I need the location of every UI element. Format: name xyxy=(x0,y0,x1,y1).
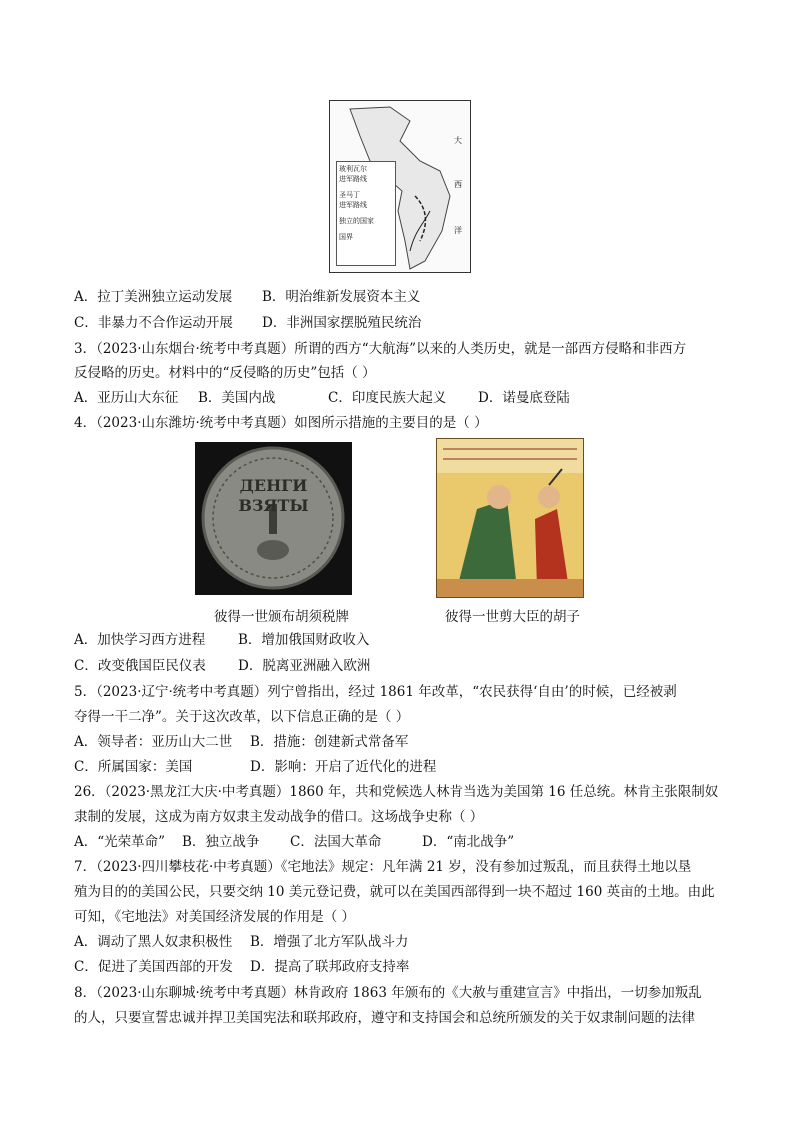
option: A．拉丁美洲独立运动发展 xyxy=(74,289,233,305)
q7-options-row-2 xyxy=(74,957,409,977)
option: D．脱离亚洲融入欧洲 xyxy=(238,658,371,674)
option: A．调动了黑人奴隶积极性 xyxy=(74,934,233,950)
q8-stem-line-1: 8．（2023·山东聊城·统考中考真题）林肯政府 1863 年颁布的《大赦与重建宣言》中指出，一切参加叛乱 xyxy=(74,985,702,1001)
legend-item: 进军路线 xyxy=(339,175,367,183)
coin-graphic xyxy=(195,442,352,595)
option: C．法国大革命 xyxy=(290,834,382,850)
q4-options-row-1 xyxy=(74,630,369,650)
option: C．改变俄国臣民仪表 xyxy=(74,658,206,674)
coin-text-line: ДЕНГИ xyxy=(239,476,308,495)
q5-options-row-2 xyxy=(74,757,436,777)
option: B．措施：创建新式常备军 xyxy=(250,734,409,750)
map-label: 西 xyxy=(454,180,462,189)
caption-right: 彼得一世剪大臣的胡子 xyxy=(445,609,580,625)
q2-options-row-2 xyxy=(74,313,421,333)
option: A．领导者：亚历山大二世 xyxy=(74,734,233,750)
option: A．加快学习西方进程 xyxy=(74,632,206,648)
map-legend xyxy=(336,161,396,266)
latin-america-map xyxy=(329,100,471,273)
map-label: 大 xyxy=(454,136,462,145)
option: A．“光荣革命” xyxy=(74,834,166,850)
option: B．美国内战 xyxy=(198,390,276,406)
beard-cutting-painting xyxy=(436,438,584,598)
q3-stem-line-1: 3．（2023·山东烟台·统考中考真题）所谓的西方“大航海”以来的人类历史，就是一部西方侵略和非西方 xyxy=(74,341,687,357)
q5-stem-line-1: 5．（2023·辽宁·统考中考真题）列宁曾指出，经过 1861 年改革，“农民获得‘自由’的时候，已经被剥 xyxy=(74,684,677,700)
option: B．增强了北方军队战斗力 xyxy=(250,934,409,950)
q7-stem-line-1: 7．（2023·四川攀枝花·中考真题）《宅地法》规定：凡年满 21 岁，没有参加过叛乱，而且获得土地以垦 xyxy=(74,859,692,875)
option: D．提高了联邦政府支持率 xyxy=(250,959,410,975)
option: C．印度民族大起义 xyxy=(328,390,447,406)
option: B．明治维新发展资本主义 xyxy=(262,289,421,305)
q2-options-row-1 xyxy=(74,287,420,307)
option: D．非洲国家摆脱殖民统治 xyxy=(262,315,422,331)
option: C．非暴力不合作运动开展 xyxy=(74,315,233,331)
option: D．诺曼底登陆 xyxy=(478,390,570,406)
q3-options xyxy=(74,388,570,408)
option: B．独立战争 xyxy=(182,834,260,850)
beard-tax-token-image xyxy=(195,442,352,595)
option: B．增加俄国财政收入 xyxy=(238,632,370,648)
legend-item: 进军路线 xyxy=(339,201,367,209)
legend-item: 国界 xyxy=(339,233,353,241)
coin-text-line: ВЗЯТЫ xyxy=(238,496,309,515)
option: D．“南北战争” xyxy=(422,834,515,850)
option: C．所属国家：美国 xyxy=(74,759,193,775)
q26-stem-line-1: 26．（2023·黑龙江大庆·中考真题）1860 年，共和党候选人林肯当选为美国第 16 任总统。林肯主张限制奴 xyxy=(74,784,719,800)
option: A．亚历山大东征 xyxy=(74,390,179,406)
map-label: 洋 xyxy=(454,226,462,235)
q4-options-row-2 xyxy=(74,656,370,676)
option: D．影响：开启了近代化的进程 xyxy=(250,759,437,775)
q3-stem-line-2: 反侵略的历史。材料中的“反侵略的历史”包括（ ） xyxy=(74,365,376,381)
legend-item: 独立的国家 xyxy=(339,217,374,225)
q7-stem-line-3: 可知，《宅地法》对美国经济发展的作用是（ ） xyxy=(74,909,356,925)
q26-stem-line-2: 隶制的发展，这成为南方奴隶主发动战争的借口。这场战争史称（ ） xyxy=(74,809,484,825)
option: C．促进了美国西部的开发 xyxy=(74,959,233,975)
q5-stem-line-2: 夺得一干二净”。关于这次改革，以下信息正确的是（ ） xyxy=(74,709,410,725)
q4-stem: 4．（2023·山东潍坊·统考中考真题）如图所示措施的主要目的是（ ） xyxy=(74,415,488,431)
painting-graphic xyxy=(437,439,583,597)
legend-item: 圣马丁 xyxy=(339,191,360,199)
q8-stem-line-2: 的人，只要宣誓忠诚并捍卫美国宪法和联邦政府，遵守和支持国会和总统所颁发的关于奴隶制问题的法律 xyxy=(74,1010,695,1026)
q7-stem-line-2: 殖为目的的美国公民，只要交纳 10 美元登记费，就可以在美国西部得到一块不超过 160 英亩的土地。由此 xyxy=(74,884,715,900)
q26-options xyxy=(74,832,514,852)
legend-item: 玻利瓦尔 xyxy=(339,165,367,173)
caption-left: 彼得一世颁布胡须税牌 xyxy=(214,609,349,625)
q7-options-row-1 xyxy=(74,932,408,952)
q5-options-row-1 xyxy=(74,732,408,752)
